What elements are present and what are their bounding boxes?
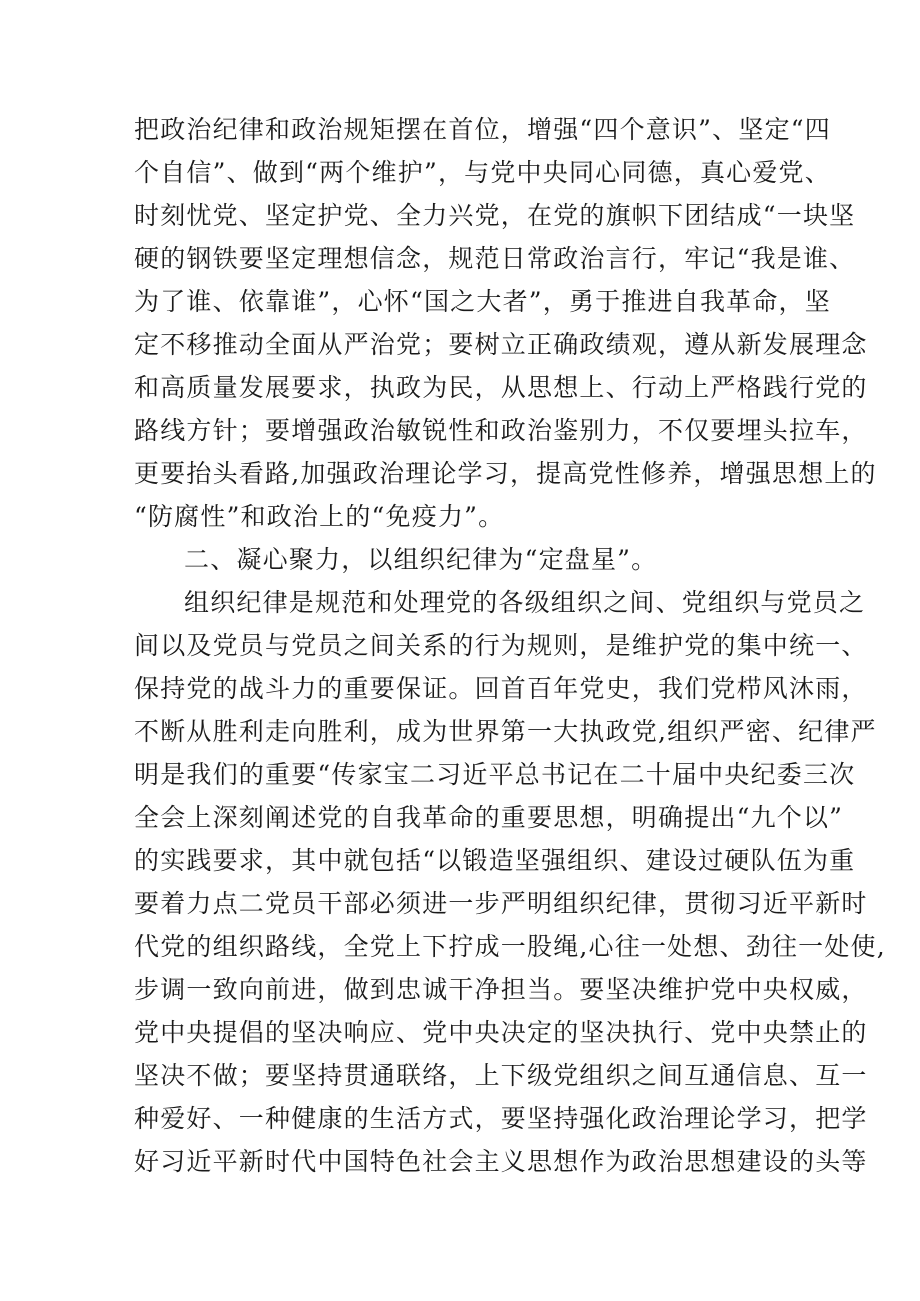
paragraph-line: 的实践要求，其中就包括“以锻造坚强组织、建设过硬队伍为重: [134, 846, 856, 875]
paragraph-line: 要着力点二党员干部必须进一步严明组织纪律，贯彻习近平新时: [134, 889, 868, 918]
paragraph-line: 为了谁、依靠谁”，心怀“国之大者”，勇于推进自我革命，坚: [134, 287, 831, 316]
paragraph-line: 代党的组织路线，全党上下拧成一股绳,心往一处想、劲往一处使,: [134, 932, 886, 961]
paragraph-line: “防腐性”和政治上的“免疫力”。: [134, 502, 505, 531]
paragraph-line: 时刻忧党、坚定护党、全力兴党，在党的旗帜下团结成“一块坚: [134, 201, 856, 230]
section-heading: 二、凝心聚力，以组织纪律为“定盘星”。: [184, 545, 658, 574]
paragraph-line: 更要抬头看路,加强政治理论学习，提高党性修养，增强思想上的: [134, 459, 877, 488]
paragraph-line: 和高质量发展要求，执政为民，从思想上、行动上严格践行党的: [134, 373, 868, 402]
paragraph-line: 步调一致向前进，做到忠诚干净担当。要坚决维护党中央权威，: [134, 975, 868, 1004]
paragraph-line: 保持党的战斗力的重要保证。回首百年党史，我们党栉风沐雨，: [134, 674, 868, 703]
paragraph-line: 把政治纪律和政治规矩摆在首位，增强“四个意识”、坚定“四: [134, 115, 831, 144]
paragraph-line: 间以及党员与党员之间关系的行为规则，是维护党的集中统一、: [134, 631, 868, 660]
paragraph-line: 种爱好、一种健康的生活方式，要坚持强化政治理论学习，把学: [134, 1104, 868, 1133]
paragraph-line: 明是我们的重要“传家宝二习近平总书记在二十届中央纪委三次: [134, 760, 856, 789]
paragraph-line: 坚决不做；要坚持贯通联络，上下级党组织之间互通信息、互一: [134, 1061, 868, 1090]
paragraph-line: 路线方针；要增强政治敏锐性和政治鉴别力，不仅要埋头拉车，: [134, 416, 868, 445]
paragraph-line: 硬的钢铁要坚定理想信念，规范日常政治言行，牢记“我是谁、: [134, 244, 856, 273]
paragraph-line: 全会上深刻阐述党的自我革命的重要思想，明确提出“九个以”: [134, 803, 844, 832]
paragraph-line: 不断从胜利走向胜利，成为世界第一大执政党,组织严密、纪律严: [134, 717, 877, 746]
paragraph-line: 党中央提倡的坚决响应、党中央决定的坚决执行、党中央禁止的: [134, 1018, 868, 1047]
paragraph-line: 好习近平新时代中国特色社会主义思想作为政治思想建设的头等: [134, 1147, 868, 1176]
paragraph-line: 定不移推动全面从严治党；要树立正确政绩观，遵从新发展理念: [134, 330, 868, 359]
paragraph-line: 个自信”、做到“两个维护”，与党中央同心同德，真心爱党、: [134, 158, 831, 187]
paragraph-line: 组织纪律是规范和处理党的各级组织之间、党组织与党员之: [184, 588, 866, 617]
